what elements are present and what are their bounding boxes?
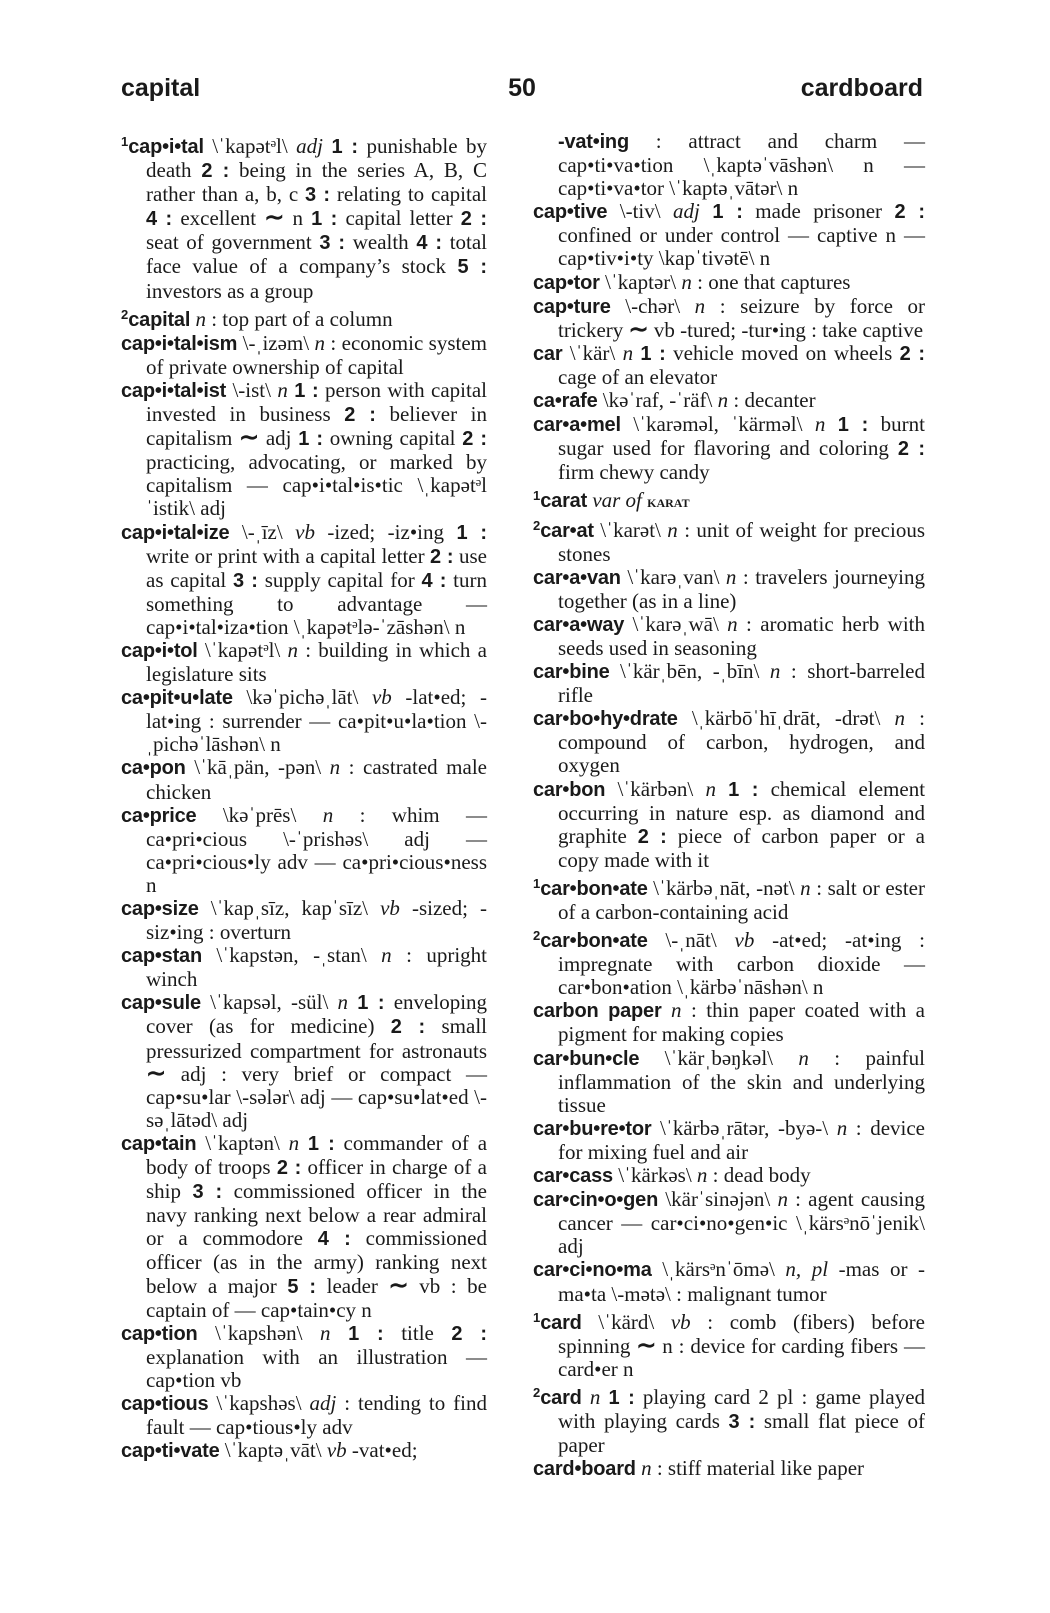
dictionary-entry — [121, 804, 487, 897]
homograph-number: 2 — [121, 306, 129, 322]
headword: carat — [540, 490, 588, 513]
definition: -at•ed; -at•ing : impregnate with carbon dioxide — car•bon•ation \ˌkärbəˈnāshən\ n — [558, 928, 925, 1000]
pronunciation: \ˈkarət\ — [593, 517, 668, 542]
part-of-speech: n — [381, 943, 392, 968]
part-of-speech: n — [777, 1187, 788, 1212]
dictionary-entry — [533, 613, 925, 660]
pronunciation: \ˈkärbəˌnāt, -nət\ — [647, 875, 801, 900]
headword: car•bun•cle — [533, 1047, 640, 1070]
part-of-speech: n — [894, 706, 906, 731]
definition: : short-barreled rifle — [558, 659, 925, 708]
part-of-speech: n — [769, 659, 781, 684]
part-of-speech: vb — [380, 896, 400, 920]
dictionary-entry — [533, 200, 925, 270]
dictionary-entry — [533, 342, 925, 389]
part-of-speech: n — [681, 269, 692, 294]
pronunciation: \ˈkarəˌwā\ — [624, 611, 728, 636]
headword: ca•pon — [121, 757, 186, 780]
definition: : seizure by force or trickery ∼ vb -tured; -tur•ing : take captive — [558, 293, 926, 343]
headword: car•bon•ate — [540, 930, 648, 953]
homograph-number: 2 — [533, 928, 541, 944]
headword: card — [540, 1311, 582, 1334]
dictionary-entry — [121, 303, 487, 332]
headword: car•at — [540, 519, 594, 542]
definition: : comb (fibers) before spinning ∼ n : device for carding fibers — card•er n — [558, 1309, 925, 1381]
headword: car•bu•re•tor — [533, 1117, 652, 1140]
dictionary-entry — [533, 566, 925, 613]
dictionary-entry — [533, 130, 925, 200]
pronunciation: \ˈkapshəs\ — [208, 1390, 310, 1415]
part-of-speech: n — [705, 776, 716, 801]
headword: cap•tor — [533, 271, 600, 294]
headword: ca•pit•u•late — [121, 687, 233, 710]
part-of-speech: n — [287, 637, 298, 662]
headword: car•a•way — [533, 613, 625, 636]
pronunciation: \ˌkärbōˈhīˌdrāt, -drət\ — [677, 706, 895, 731]
definition: : castrated male chicken — [146, 755, 487, 804]
definition: : unit of weight for precious stones — [558, 517, 925, 566]
guide-word-left: capital — [121, 74, 201, 102]
homograph-number: 1 — [121, 134, 129, 149]
headword: cap•ti•vate — [121, 1440, 220, 1463]
pronunciation: \-ˌnāt\ — [647, 928, 735, 953]
dictionary-entry — [121, 130, 487, 303]
pronunciation: \ˈkarəˌvan\ — [620, 564, 726, 589]
part-of-speech: n — [717, 388, 729, 413]
headword: cap•tion — [121, 1322, 198, 1345]
definition: : dead body — [707, 1163, 811, 1188]
part-of-speech: n — [195, 306, 206, 331]
part-of-speech: adj — [309, 1390, 337, 1415]
part-of-speech: n — [798, 1045, 809, 1070]
headword: car•cin•o•gen — [533, 1189, 659, 1212]
definition: : device for mixing fuel and air — [558, 1115, 926, 1164]
headword: cap•size — [121, 898, 199, 920]
headword: car•cass — [533, 1165, 613, 1188]
definition: -vat•ed; — [346, 1438, 418, 1463]
pronunciation: \ˈkärd\ — [581, 1309, 671, 1334]
headword: cap•i•tal•ist — [121, 379, 227, 402]
definition: : decanter — [728, 388, 816, 413]
pronunciation: \ˈkärkəs\ — [612, 1163, 697, 1188]
dictionary-entry — [533, 413, 925, 484]
pronunciation: \ˈkāˌpän, -pən\ — [185, 755, 330, 780]
dictionary-entry — [533, 295, 925, 342]
headword: car•ci•no•ma — [533, 1259, 652, 1282]
part-of-speech: n — [725, 564, 737, 589]
guide-word-right: cardboard — [800, 74, 923, 102]
definition: -lat•ed; -lat•ing : surrender — ca•pit•u•la•tion \-ˌpichəˈlāshən\ n — [146, 685, 487, 757]
part-of-speech: n — [589, 1384, 601, 1409]
definition: 1 : title 2 : explanation with an illustration — cap•tion vb — [146, 1320, 488, 1392]
headword: carbon paper — [533, 1000, 662, 1023]
pronunciation: \ˈkapstən, -ˌstan\ — [202, 943, 382, 968]
pronunciation: \-ˌizəm\ — [237, 330, 315, 355]
definition: : compound of carbon, hydrogen, and oxygen — [558, 706, 925, 778]
headword: cap•tain — [121, 1132, 197, 1155]
part-of-speech: n — [814, 412, 826, 437]
definition: 1 : vehicle moved on wheels 2 : cage of an elevator — [558, 340, 925, 389]
definition: 1 : enveloping cover (as for medicine) 2 : small pressurized compartment for astronauts ∼ adj : very brief or compact — cap•su•lar \-sələr\ adj — cap•su•lat•ed \-səˌlātəd\ adj — [146, 990, 488, 1132]
definition: : building in which a legislature sits — [146, 637, 487, 687]
dictionary-entry — [121, 756, 487, 803]
definition: 1 : playing card 2 pl : game played with playing cards 3 : small flat piece of paper — [558, 1384, 926, 1458]
pronunciation — [582, 1385, 590, 1409]
definition: : salt or ester of a carbon-containing acid — [558, 875, 925, 924]
pronunciation: \kəˈpichəˌlāt\ — [232, 685, 372, 710]
pronunciation: \ˈkär\ — [562, 340, 623, 365]
headword: car•a•van — [533, 566, 621, 589]
dictionary-entry — [533, 271, 925, 295]
part-of-speech: n — [694, 293, 706, 318]
headword: cap•i•tol — [121, 639, 198, 662]
dictionary-entry — [121, 639, 487, 686]
part-of-speech: n — [727, 611, 738, 636]
dictionary-entry — [533, 1164, 925, 1188]
headword: car•bo•hy•drate — [533, 708, 678, 731]
part-of-speech: var of — [592, 488, 642, 513]
pronunciation: \ˈkapˌsīz, kapˈsīz\ — [198, 896, 381, 920]
pronunciation: \ˈkapətᵊl\ — [197, 637, 288, 662]
dictionary-entry — [533, 389, 925, 413]
dictionary-entry — [533, 778, 925, 872]
definition: : stiff material like paper — [651, 1456, 865, 1481]
right-column — [533, 130, 925, 1481]
headword: cap•i•tal•ize — [121, 521, 230, 544]
definition: : whim — ca•pri•cious \-ˈprishəs\ adj — ca•pri•cious•ly adv — ca•pri•cious•ness n — [146, 802, 487, 897]
dictionary-entry — [533, 707, 925, 777]
pronunciation: \ˈkaptən\ — [196, 1130, 289, 1155]
pronunciation: \-ist\ — [226, 377, 278, 402]
pronunciation: \kəˈprēs\ — [196, 802, 323, 827]
headword: cap•ture — [533, 295, 611, 318]
dictionary-entry — [533, 1047, 925, 1117]
part-of-speech: vb — [295, 519, 315, 544]
pronunciation: \ˈkarəməl, ˈkärməl\ — [620, 412, 815, 437]
headword: cap•tive — [533, 201, 608, 224]
homograph-number: 2 — [533, 517, 541, 533]
part-of-speech: n, pl — [785, 1257, 829, 1282]
part-of-speech: n — [836, 1115, 848, 1140]
left-column — [121, 130, 487, 1463]
definition: -mas or -ma•ta \-mətə\ : malignant tumor — [558, 1257, 925, 1306]
pronunciation: \-tiv\ — [607, 199, 674, 224]
page-number: 50 — [508, 74, 536, 102]
definition: 1 : made prisoner 2 : confined or under control — captive n — cap•tiv•i•ty \kapˈtivətē\ n — [558, 199, 925, 271]
dictionary-entry — [533, 1117, 925, 1164]
part-of-speech: n — [337, 990, 349, 1015]
definition: : economic system of private ownership of capital — [146, 330, 487, 379]
definition: : one that captures — [691, 269, 851, 294]
definition: 1 : punishable by death 2 : being in the series A, B, C rather than a, b, c 3 : relating to capital 4 : excellent ∼ n 1 : capital letter 2 : seat of government 3 : wealth 4 : total face value of a company’s stock 5 : investors as a group — [146, 134, 488, 303]
headword: car — [533, 342, 563, 365]
headword: car•bon — [533, 778, 606, 801]
homograph-number: 1 — [533, 875, 541, 891]
part-of-speech: n — [320, 1320, 331, 1345]
definition: 1 : burnt sugar used for flavoring and coloring 2 : firm chewy candy — [558, 412, 926, 485]
part-of-speech: n — [641, 1456, 652, 1481]
part-of-speech: n — [667, 517, 678, 542]
pronunciation: \ˈkärbəˌrātər, -byə-\ — [651, 1115, 837, 1140]
dictionary-entry — [121, 379, 487, 521]
dictionary-entry — [121, 332, 487, 379]
dictionary-entry — [533, 1381, 925, 1457]
definition: : tending to find fault — cap•tious•ly adv — [146, 1390, 487, 1440]
part-of-speech: n — [322, 802, 334, 827]
pronunciation: \ˈkapsəl, -sül\ — [200, 990, 338, 1015]
pronunciation: \ˈkärbən\ — [605, 776, 706, 801]
definition: karat — [647, 492, 690, 512]
dictionary-entry — [533, 1188, 925, 1258]
dictionary-entry — [533, 1306, 925, 1381]
part-of-speech: n — [288, 1130, 300, 1155]
headword: ca•rafe — [533, 390, 598, 413]
dictionary-entry — [533, 872, 925, 924]
dictionary-entry — [121, 1132, 487, 1322]
definition: : aromatic herb with seeds used in seasoning — [558, 611, 925, 660]
dictionary-entry — [121, 1322, 487, 1392]
pronunciation: \ˈkapshən\ — [197, 1320, 321, 1345]
dictionary-entry — [533, 514, 925, 566]
pronunciation: \ˌkärsᵊnˈōmə\ — [651, 1257, 786, 1282]
dictionary-entry — [121, 521, 487, 639]
pronunciation: \ˈkapətᵊl\ — [203, 134, 297, 158]
part-of-speech: adj — [296, 134, 323, 158]
definition: : travelers journeying together (as in a line) — [558, 564, 925, 613]
definition: : painful inflammation of the skin and underlying tissue — [558, 1045, 925, 1117]
headword: card•board — [533, 1458, 636, 1481]
pronunciation: \ˈkaptər\ — [599, 269, 682, 294]
headword: cap•i•tal — [128, 136, 204, 158]
dictionary-entry — [121, 944, 487, 991]
definition: 1 : person with capital invested in business 2 : believer in capitalism ∼ adj 1 : owning capital 2 : practicing, advocating, or marked by capitalism — cap•i•tal•is•tic \ˌkapətᵊlˈistik\ adj — [146, 377, 488, 521]
headword: car•bine — [533, 661, 610, 684]
part-of-speech: adj — [673, 199, 700, 224]
headword: ca•price — [121, 804, 197, 827]
pronunciation: \ˈkärˌbēn, -ˌbīn\ — [609, 659, 770, 684]
part-of-speech: vb — [734, 928, 755, 953]
definition: : thin paper coated with a pigment for making copies — [558, 998, 925, 1047]
pronunciation: \kəˈraf, -ˈräf\ — [597, 388, 718, 413]
headword: capital — [128, 308, 191, 331]
part-of-speech: vb — [371, 685, 392, 710]
part-of-speech: n — [277, 377, 288, 402]
pronunciation: \kärˈsinəjən\ — [658, 1187, 778, 1212]
definition: : upright winch — [146, 943, 488, 992]
headword: card — [540, 1386, 582, 1409]
part-of-speech: n — [671, 998, 682, 1023]
headword: car•a•mel — [533, 414, 621, 437]
headword: cap•stan — [121, 945, 202, 968]
definition: : top part of a column — [205, 306, 393, 331]
homograph-number: 1 — [533, 1309, 541, 1325]
part-of-speech: n — [696, 1163, 708, 1188]
dictionary-entry — [533, 999, 925, 1046]
definition: : attract and charm — cap•ti•va•tion \ˌkaptəˈvāshən\ n — cap•ti•va•tor \ˈkaptəˌvātər\ n — [558, 129, 925, 201]
headword: -vat•ing — [558, 131, 629, 153]
part-of-speech: vb — [670, 1309, 691, 1334]
dictionary-entry — [121, 897, 487, 944]
dictionary-entry — [533, 484, 925, 513]
part-of-speech: n — [314, 330, 325, 355]
definition: -sized; -siz•ing : overturn — [146, 896, 487, 945]
pronunciation — [662, 998, 671, 1022]
definition: 1 : commander of a body of troops 2 : officer in charge of a ship 3 : commissioned officer in the navy ranking next below a rear admiral or a commodore 4 : commissioned officer (as in the army) ranking next below a major 5 : leader ∼ vb : be captain of — cap•tain•cy n — [146, 1130, 488, 1322]
homograph-number: 1 — [533, 488, 541, 504]
pronunciation: \-ˌīz\ — [229, 519, 296, 544]
dictionary-entry — [533, 1258, 925, 1305]
definition: : agent causing cancer — car•ci•no•gen•ic \ˌkärsᵊnōˈjenik\ adj — [558, 1187, 925, 1259]
pronunciation: \-chər\ — [610, 293, 695, 318]
homograph-number: 2 — [533, 1384, 541, 1400]
dictionary-entry — [121, 991, 487, 1132]
definition: 1 : chemical element occurring in nature esp. as diamond and graphite 2 : piece of carbon paper or a copy made with it — [558, 776, 926, 872]
part-of-speech: n — [800, 875, 811, 900]
dictionary-entry — [121, 686, 487, 756]
pronunciation: \ˈkärˌbəŋkəl\ — [639, 1045, 799, 1070]
dictionary-entry — [533, 660, 925, 707]
part-of-speech: n — [622, 340, 634, 365]
headword: car•bon•ate — [540, 877, 648, 900]
dictionary-entry — [121, 1439, 487, 1463]
pronunciation: \ˈkaptəˌvāt\ — [219, 1438, 327, 1463]
dictionary-entry — [533, 1457, 925, 1481]
part-of-speech: vb — [326, 1438, 347, 1463]
dictionary-entry — [121, 1392, 487, 1439]
definition: -ized; -iz•ing 1 : write or print with a capital letter 2 : use as capital 3 : supply capital for 4 : turn something to advantage — cap•i•tal•iza•tion \ˌkapətᵊlə-ˈzāshən\ n — [146, 519, 488, 639]
part-of-speech: n — [329, 755, 341, 780]
headword: cap•sule — [121, 992, 201, 1015]
dictionary-entry — [533, 924, 925, 999]
page-header — [121, 74, 923, 110]
headword: cap•i•tal•ism — [121, 332, 238, 355]
headword: cap•tious — [121, 1392, 209, 1415]
